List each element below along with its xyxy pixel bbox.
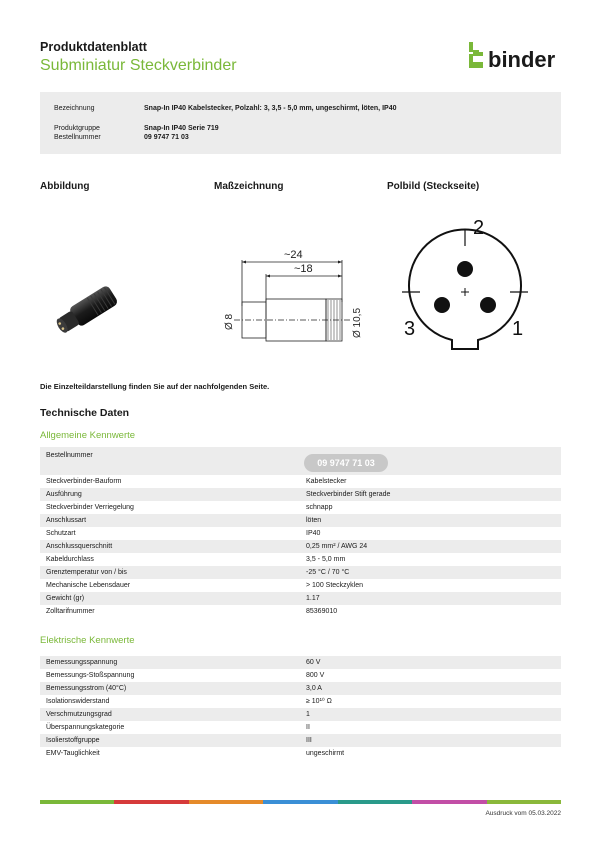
section-masszeichnung-heading: Maßzeichnung <box>214 181 284 192</box>
spec-value: II <box>306 724 310 731</box>
footer-bar-segment <box>114 800 188 804</box>
spec-label: Überspannungskategorie <box>46 724 125 731</box>
spec-value: IP40 <box>306 530 321 537</box>
table-row <box>40 721 561 734</box>
table-row <box>40 592 561 605</box>
technical-data-heading: Technische Daten <box>40 407 130 419</box>
footer-bar-segment <box>338 800 412 804</box>
dim-diameter-8: Ø 8 <box>224 313 235 330</box>
dim-total-length: ~24 <box>284 249 303 261</box>
table-row <box>40 605 561 618</box>
spec-value: 1.17 <box>306 595 320 602</box>
spec-value: 800 V <box>306 672 325 679</box>
order-number-label: Bestellnummer <box>46 452 93 459</box>
footer-bar-segment <box>189 800 263 804</box>
spec-label: Schutzart <box>46 530 76 537</box>
binder-logo <box>466 40 566 70</box>
info-value: 09 9747 71 03 <box>144 134 189 141</box>
page-title: Produktdatenblatt <box>40 40 147 54</box>
spec-label: EMV-Tauglichkeit <box>46 750 100 757</box>
spec-label: Anschlussquerschnitt <box>46 543 113 550</box>
section-abbildung-heading: Abbildung <box>40 181 90 192</box>
order-number-badge: 09 9747 71 03 <box>304 454 388 472</box>
spec-value: -25 °C / 70 °C <box>306 569 350 576</box>
spec-label: Grenztemperatur von / bis <box>46 569 127 576</box>
table-row <box>40 566 561 579</box>
table-row <box>40 579 561 592</box>
table-row <box>40 695 561 708</box>
spec-value: 0,25 mm² / AWG 24 <box>306 543 368 550</box>
spec-value: löten <box>306 517 322 524</box>
footer-bar-segment <box>487 800 561 804</box>
spec-value: ungeschirmt <box>306 750 345 757</box>
spec-label: Bemessungs-Stoßspannung <box>46 672 135 679</box>
pin-3 <box>434 297 450 313</box>
spec-value: 3,0 A <box>306 685 322 692</box>
pin-layout-diagram <box>400 212 540 372</box>
drawing-note: Die Einzelteildarstellung finden Sie auf der nachfolgenden Seite. <box>40 382 270 391</box>
table-row <box>40 708 561 721</box>
order-number-row <box>40 447 561 475</box>
table-row <box>40 501 561 514</box>
table-row <box>40 553 561 566</box>
spec-label: Isolationswiderstand <box>46 698 110 705</box>
table-row <box>40 747 561 760</box>
page-subtitle: Subminiatur Steckverbinder <box>40 57 237 74</box>
spec-label: Zolltarifnummer <box>46 608 95 615</box>
spec-label: Steckverbinder-Bauform <box>46 478 122 485</box>
spec-label: Mechanische Lebensdauer <box>46 582 131 589</box>
footer-color-bar <box>40 800 561 804</box>
spec-value: Steckverbinder Stift gerade <box>306 491 391 498</box>
info-label: Bestellnummer <box>54 134 101 141</box>
section-polbild-heading: Polbild (Steckseite) <box>387 181 480 192</box>
spec-value: schnapp <box>306 504 333 511</box>
pin-3-label: 3 <box>404 318 416 340</box>
table-row <box>40 682 561 695</box>
spec-label: Ausführung <box>46 491 82 498</box>
table-row <box>40 527 561 540</box>
spec-value: 1 <box>306 711 310 718</box>
print-date: Ausdruck vom 05.03.2022 <box>485 810 561 817</box>
spec-value: Kabelstecker <box>306 478 347 485</box>
table-row <box>40 540 561 553</box>
table-row <box>40 475 561 488</box>
info-value: Snap-In IP40 Serie 719 <box>144 125 219 132</box>
spec-label: Gewicht (gr) <box>46 595 85 602</box>
pin-1 <box>480 297 496 313</box>
spec-label: Bemessungsstrom (40°C) <box>46 685 127 692</box>
general-specs-heading: Allgemeine Kennwerte <box>40 430 136 441</box>
table-row <box>40 514 561 527</box>
spec-label: Bemessungsspannung <box>46 659 118 666</box>
spec-value: 85369010 <box>306 608 338 615</box>
pin-2-label: 2 <box>473 217 485 239</box>
table-row <box>40 488 561 501</box>
spec-value: ≥ 10¹⁰ Ω <box>306 698 332 705</box>
spec-value: III <box>306 737 312 744</box>
spec-label: Verschmutzungsgrad <box>46 711 112 718</box>
spec-label: Steckverbinder Verriegelung <box>46 504 134 511</box>
brand-wordmark: binder <box>488 47 556 70</box>
table-row <box>40 734 561 747</box>
spec-value: > 100 Steckzyklen <box>306 582 364 589</box>
info-label: Bezeichnung <box>54 105 95 112</box>
spec-value: 3,5 - 5,0 mm <box>306 556 346 563</box>
electrical-specs-heading: Elektrische Kennwerte <box>40 635 135 646</box>
pin-1-label: 1 <box>512 318 524 340</box>
spec-value: 60 V <box>306 659 321 666</box>
table-row <box>40 656 561 669</box>
info-value: Snap-In IP40 Kabelstecker, Polzahl: 3, 3,5 - 5,0 mm, ungeschirmt, löten, IP40 <box>144 105 397 112</box>
table-row <box>40 669 561 682</box>
spec-label: Kabeldurchlass <box>46 556 94 563</box>
dimension-drawing <box>210 240 370 345</box>
footer-bar-segment <box>412 800 486 804</box>
footer-bar-segment <box>263 800 337 804</box>
info-label: Produktgruppe <box>54 125 100 132</box>
spec-label: Isolierstoffgruppe <box>46 737 100 744</box>
spec-label: Anschlussart <box>46 517 87 524</box>
dim-diameter-10-5: Ø 10,5 <box>352 307 363 338</box>
product-photo <box>44 280 134 340</box>
dim-body-length: ~18 <box>294 263 313 275</box>
pin-2 <box>457 261 473 277</box>
footer-bar-segment <box>40 800 114 804</box>
product-info-box <box>40 92 561 154</box>
